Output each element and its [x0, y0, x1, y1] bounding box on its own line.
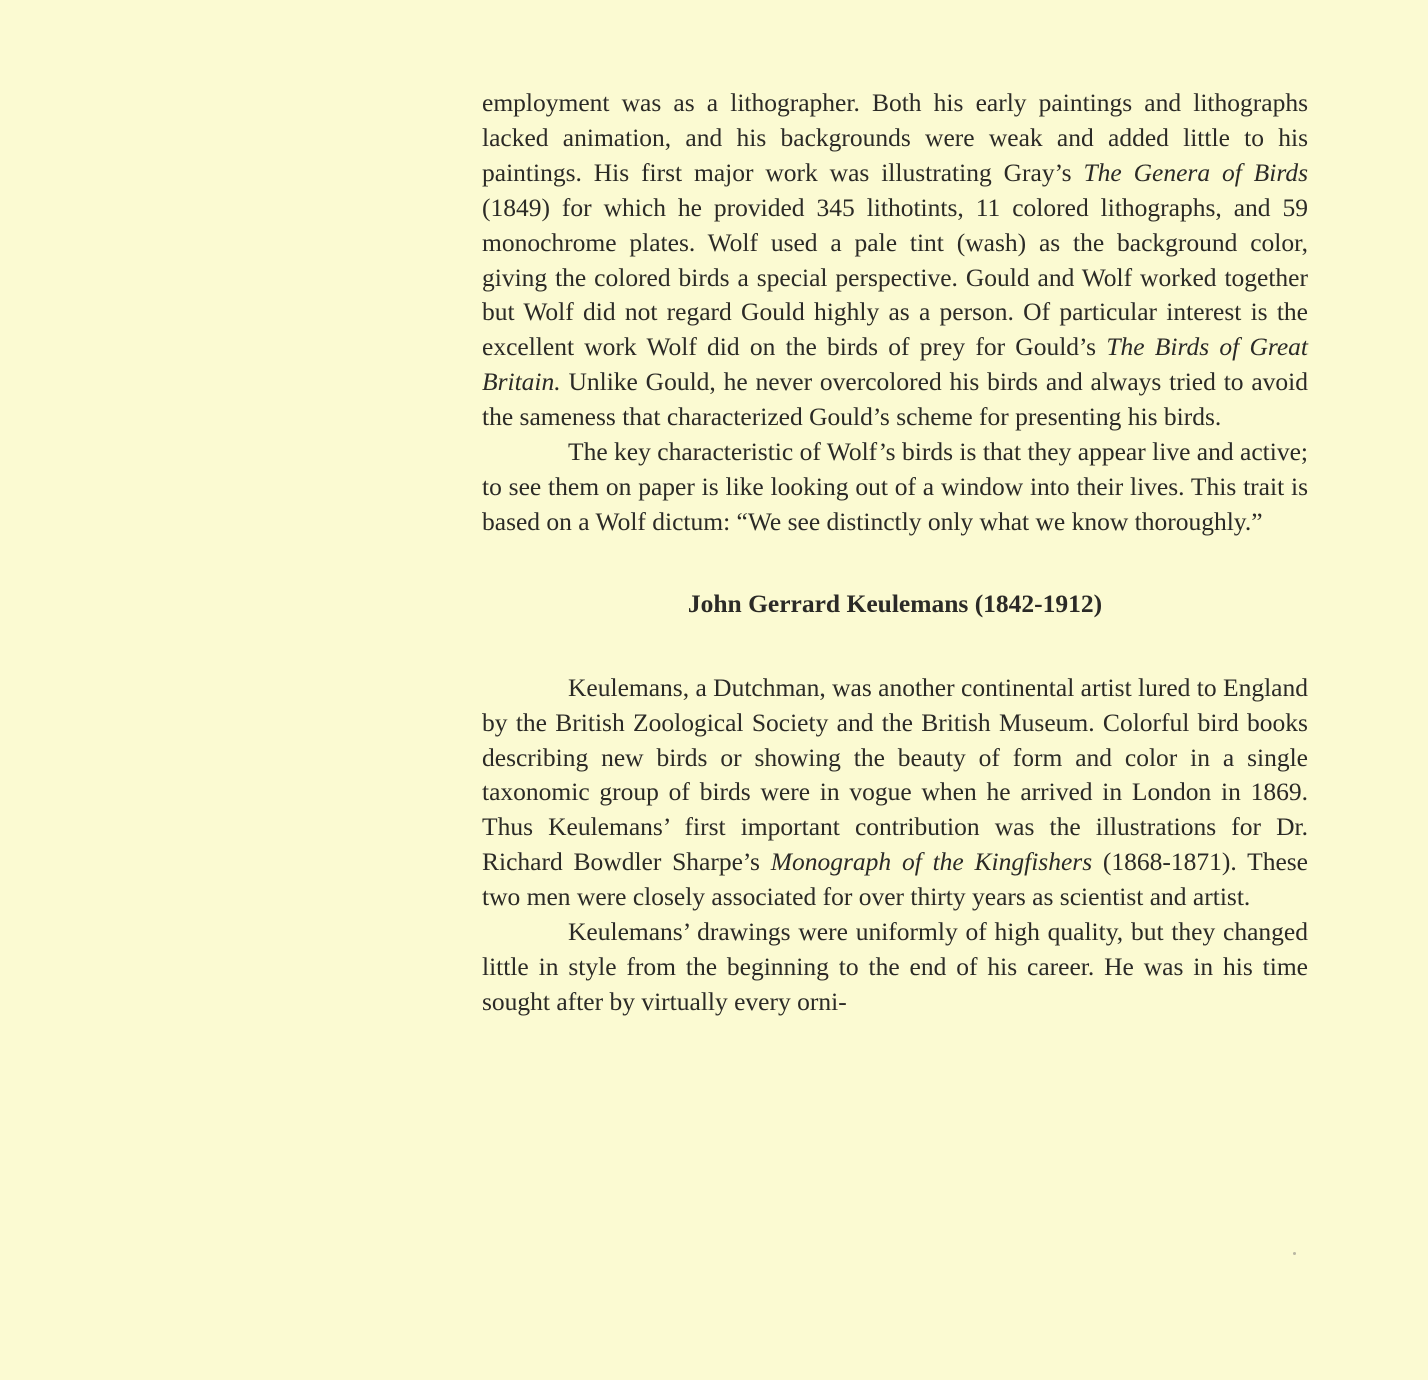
text-run: The key characteristic of Wolf’s birds is that they appear live and active; to see them on paper is like looking out of a window into their lives. This trait is based on a Wolf dictum: “We see distinctly only what we know thoroughly.” — [482, 437, 1308, 536]
text-run: Keulemans’ drawings were uniformly of high quality, but they changed little in style from the beginning to the end of his career. He was in his time sought after by virtually every orni- — [482, 917, 1308, 1016]
text-column — [482, 86, 1308, 1020]
paragraph — [482, 915, 1308, 1020]
paragraph — [482, 86, 1308, 435]
section-heading: John Gerrard Keulemans (1842-1912) — [687, 588, 1103, 618]
text-run: (1868-1871). These two men were closely associated for over thirty years as scientist and artist. — [482, 847, 1309, 912]
book-title-italic: The Birds of Great Britain. — [482, 332, 1308, 397]
page-speck — [1293, 1252, 1296, 1255]
text-run: employment was as a lithographer. Both his early paintings and lithographs lacked animation, and his backgrounds were weak and added little to his paintings. His first major work was illustrating Gray’s — [482, 88, 1308, 187]
text-run: Unlike Gould, he never overcolored his birds and always tried to avoid the sameness that characterized Gould’s scheme for presenting his birds. — [482, 367, 1308, 432]
book-title-italic: The Genera of Birds — [1083, 157, 1308, 187]
text-run: Keulemans, a Dutchman, was another continental artist lured to England by the British Zoological Society and the British Museum. Colorful bird books describing new birds or showing the beauty of form and color in a single taxonomic group of birds were in vogue when he arrived in London in 1869. Thus Keulemans’ first important contribution was the illustrations for Dr. Richard Bowdler Sharpe’s — [482, 672, 1308, 877]
paragraph — [482, 435, 1308, 540]
book-title-italic: Monograph of the Kingfishers — [770, 847, 1093, 877]
text-run: (1849) for which he provided 345 lithotints, 11 colored lithographs, and 59 monochrome plates. Wolf used a pale tint (wash) as the background color, giving the colored birds a special perspective. Gould and Wolf worked together but Wolf did not regard Gould highly as a person. Of particular interest is the excellent work Wolf did on the birds of prey for Gould’s — [482, 192, 1308, 362]
paragraph — [482, 671, 1308, 915]
